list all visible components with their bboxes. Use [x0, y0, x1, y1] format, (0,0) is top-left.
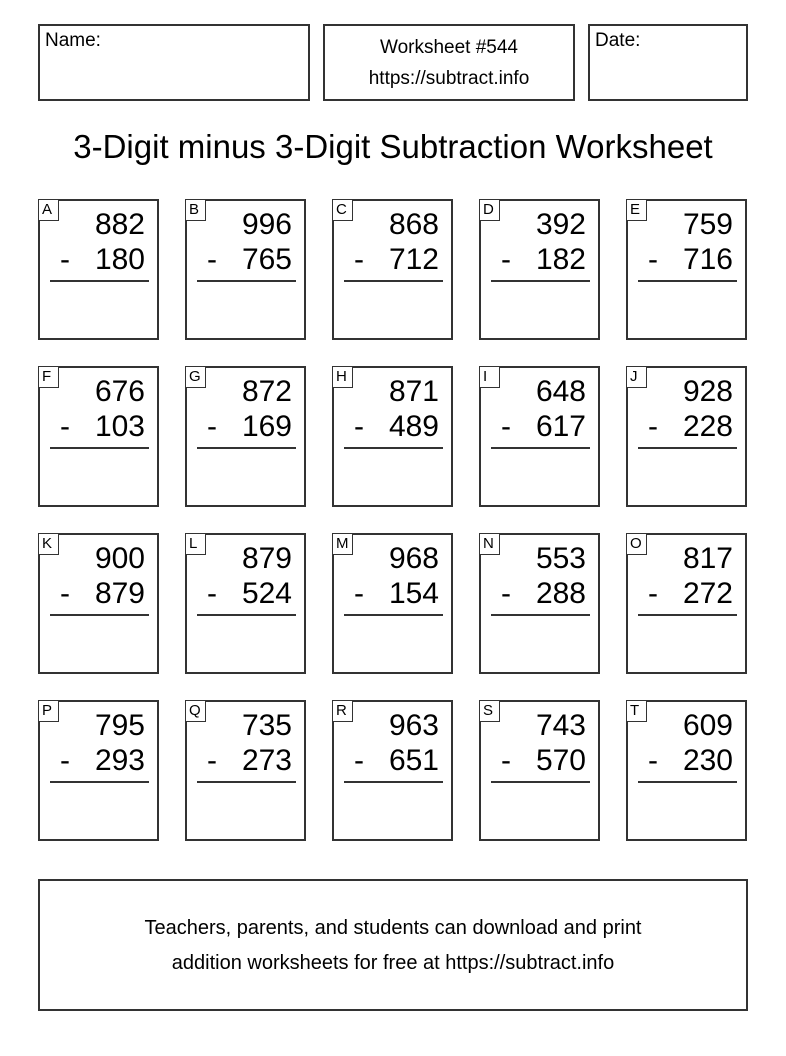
problem-letter: K — [38, 533, 59, 555]
problem-letter: L — [185, 533, 206, 555]
problem-letter: J — [626, 366, 647, 388]
answer-line — [344, 447, 443, 449]
date-label: Date: — [595, 30, 641, 51]
problem-k[interactable] — [38, 533, 159, 674]
footer-text-line-2: addition worksheets for free at https://subtract.info — [171, 952, 615, 974]
subtrahend: 570 — [535, 744, 586, 777]
footer-box — [38, 879, 748, 1011]
problem-h[interactable] — [332, 366, 453, 507]
minuend: 872 — [241, 375, 292, 408]
problem-letter: R — [332, 700, 353, 722]
subtrahend: 524 — [241, 577, 292, 610]
minus-sign: - — [501, 410, 511, 443]
problem-j[interactable] — [626, 366, 747, 507]
minus-sign: - — [648, 410, 658, 443]
subtrahend: 273 — [241, 744, 292, 777]
answer-line — [491, 447, 590, 449]
subtrahend: 182 — [535, 243, 586, 276]
minuend: 743 — [535, 709, 586, 742]
problem-letter: H — [332, 366, 353, 388]
problem-m[interactable] — [332, 533, 453, 674]
problem-letter: B — [185, 199, 206, 221]
subtrahend: 154 — [388, 577, 439, 610]
answer-line — [344, 781, 443, 783]
problem-letter: C — [332, 199, 353, 221]
subtrahend: 489 — [388, 410, 439, 443]
minus-sign: - — [354, 243, 364, 276]
problem-n[interactable] — [479, 533, 600, 674]
subtrahend: 716 — [682, 243, 733, 276]
minus-sign: - — [501, 243, 511, 276]
worksheet-number: Worksheet #544 — [379, 37, 518, 58]
worksheet-url: https://subtract.info — [368, 68, 530, 89]
problem-letter: M — [332, 533, 353, 555]
problem-letter: S — [479, 700, 500, 722]
problem-o[interactable] — [626, 533, 747, 674]
subtrahend: 288 — [535, 577, 586, 610]
minuend: 735 — [241, 709, 292, 742]
minus-sign: - — [207, 243, 217, 276]
minus-sign: - — [354, 577, 364, 610]
date-field-box[interactable] — [588, 24, 748, 101]
answer-line — [197, 781, 296, 783]
problem-d[interactable] — [479, 199, 600, 340]
minus-sign: - — [648, 577, 658, 610]
subtrahend: 651 — [388, 744, 439, 777]
subtrahend: 180 — [94, 243, 145, 276]
problem-letter: I — [479, 366, 500, 388]
subtrahend: 228 — [682, 410, 733, 443]
answer-line — [197, 280, 296, 282]
problem-letter: D — [479, 199, 500, 221]
minuend: 871 — [388, 375, 439, 408]
minuend: 795 — [94, 709, 145, 742]
subtrahend: 169 — [241, 410, 292, 443]
problem-letter: Q — [185, 700, 206, 722]
problem-a[interactable] — [38, 199, 159, 340]
minuend: 900 — [94, 542, 145, 575]
problem-t[interactable] — [626, 700, 747, 841]
subtrahend: 712 — [388, 243, 439, 276]
answer-line — [50, 781, 149, 783]
subtrahend: 879 — [94, 577, 145, 610]
problem-letter: G — [185, 366, 206, 388]
minuend: 759 — [682, 208, 733, 241]
problem-c[interactable] — [332, 199, 453, 340]
minus-sign: - — [354, 410, 364, 443]
subtrahend: 293 — [94, 744, 145, 777]
subtrahend: 272 — [682, 577, 733, 610]
subtrahend: 103 — [94, 410, 145, 443]
subtrahend: 765 — [241, 243, 292, 276]
problem-b[interactable] — [185, 199, 306, 340]
minus-sign: - — [207, 744, 217, 777]
answer-line — [491, 614, 590, 616]
minuend: 392 — [535, 208, 586, 241]
answer-line — [638, 447, 737, 449]
problem-letter: T — [626, 700, 647, 722]
problem-e[interactable] — [626, 199, 747, 340]
answer-line — [197, 447, 296, 449]
problem-letter: F — [38, 366, 59, 388]
answer-line — [197, 614, 296, 616]
problem-l[interactable] — [185, 533, 306, 674]
minus-sign: - — [354, 744, 364, 777]
minuend: 676 — [94, 375, 145, 408]
minus-sign: - — [207, 577, 217, 610]
problem-letter: P — [38, 700, 59, 722]
minus-sign: - — [501, 577, 511, 610]
answer-line — [491, 280, 590, 282]
problem-g[interactable] — [185, 366, 306, 507]
problem-i[interactable] — [479, 366, 600, 507]
answer-line — [491, 781, 590, 783]
minuend: 882 — [94, 208, 145, 241]
minus-sign: - — [648, 744, 658, 777]
page-title: 3-Digit minus 3-Digit Subtraction Worksheet — [73, 128, 713, 165]
minuend: 609 — [682, 709, 733, 742]
minuend: 868 — [388, 208, 439, 241]
minuend: 553 — [535, 542, 586, 575]
problem-q[interactable] — [185, 700, 306, 841]
answer-line — [638, 614, 737, 616]
minus-sign: - — [60, 744, 70, 777]
minus-sign: - — [648, 243, 658, 276]
minuend: 879 — [241, 542, 292, 575]
problem-s[interactable] — [479, 700, 600, 841]
answer-line — [344, 280, 443, 282]
footer-text-line-1: Teachers, parents, and students can download and print — [144, 917, 642, 939]
minus-sign: - — [501, 744, 511, 777]
minus-sign: - — [60, 410, 70, 443]
name-field-box[interactable] — [38, 24, 310, 101]
worksheet-info-box — [323, 24, 575, 101]
problem-letter: O — [626, 533, 647, 555]
problem-f[interactable] — [38, 366, 159, 507]
problem-letter: E — [626, 199, 647, 221]
problem-r[interactable] — [332, 700, 453, 841]
answer-line — [344, 614, 443, 616]
problem-letter: A — [38, 199, 59, 221]
answer-line — [638, 280, 737, 282]
minuend: 996 — [241, 208, 292, 241]
answer-line — [50, 614, 149, 616]
subtrahend: 230 — [682, 744, 733, 777]
minuend: 817 — [682, 542, 733, 575]
minus-sign: - — [60, 577, 70, 610]
problem-letter: N — [479, 533, 500, 555]
subtrahend: 617 — [535, 410, 586, 443]
minuend: 648 — [535, 375, 586, 408]
answer-line — [50, 280, 149, 282]
minuend: 928 — [682, 375, 733, 408]
name-label: Name: — [45, 30, 101, 51]
problem-p[interactable] — [38, 700, 159, 841]
minuend: 968 — [388, 542, 439, 575]
minus-sign: - — [207, 410, 217, 443]
answer-line — [638, 781, 737, 783]
answer-line — [50, 447, 149, 449]
minus-sign: - — [60, 243, 70, 276]
minuend: 963 — [388, 709, 439, 742]
